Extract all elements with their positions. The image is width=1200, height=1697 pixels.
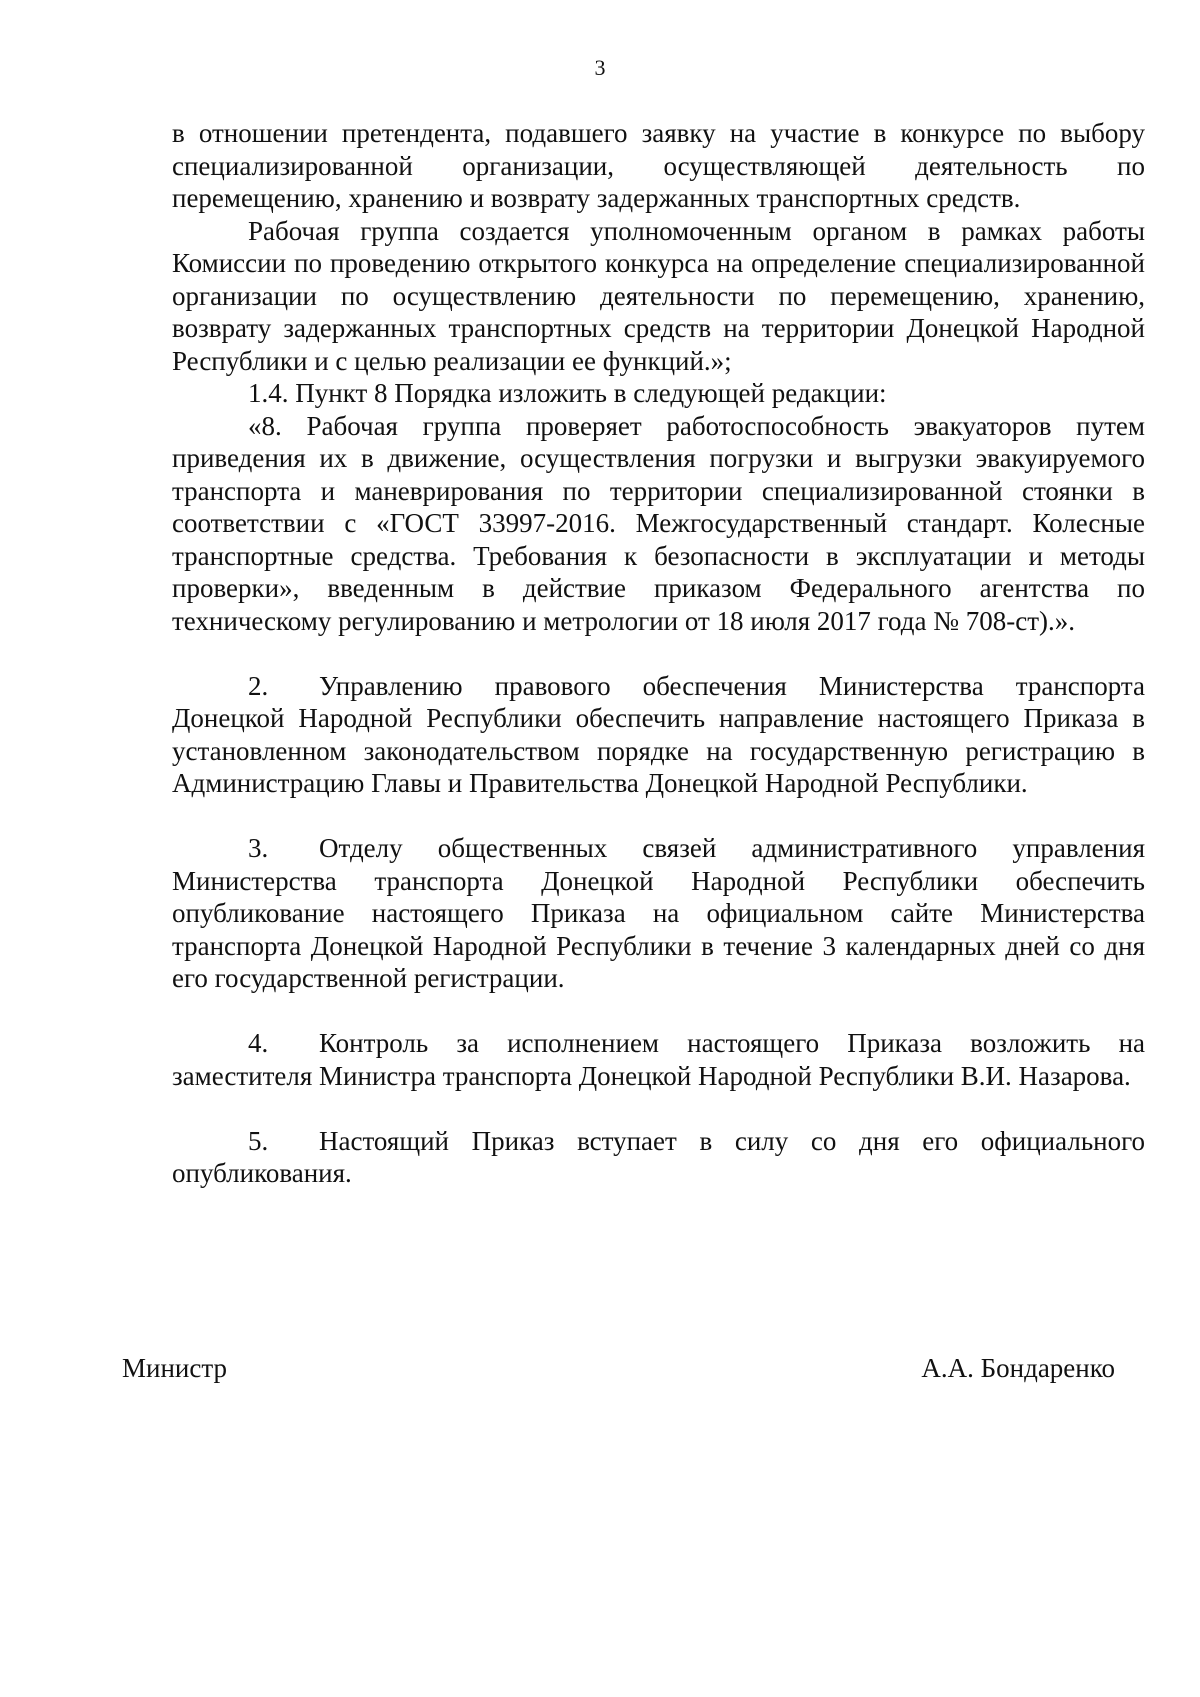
paragraph-clause-8: «8. Рабочая группа проверяет работоспособность эвакуаторов путем приведения их в движение, осуществления погрузки и выгрузки эвакуируемого транспорта и маневрирования по территории специализированной стоянки в соответствии с «ГОСТ 33997-2016. Межгосударственный стандарт. Колесные транспортные средства. Требования к безопасности в эксплуатации и методы проверки», введенным в действие приказом Федерального агентства по техническому регулированию и метрологии от 18 июля 2017 года № 708-ст).». xyxy=(172,410,1145,636)
page-number: 3 xyxy=(594,55,606,80)
item-number: 3. xyxy=(248,833,269,863)
paragraph-working-group: Рабочая группа создается уполномоченным органом в рамках работы Комиссии по проведению открытого конкурса на определение специализированной организации по осуществлению деятельности по перемещению, хранению, возврату задержанных транспортных средств на территории Донецкой Народной Республики и с целью реализации ее функций.»; xyxy=(172,215,1145,376)
item-number: 5. xyxy=(248,1125,269,1156)
paragraph-clause-1-4: 1.4. Пункт 8 Порядка изложить в следующей редакции: xyxy=(248,378,887,408)
item-text: Контроль за исполнением настоящего Приказа возложить на заместителя Министра транспорта Донецкой Народной Республики В.И. Назарова. xyxy=(172,1028,1145,1091)
list-item-2 xyxy=(172,670,1145,800)
list-item-4 xyxy=(172,1027,1145,1092)
signatory-position: Министр xyxy=(122,1353,227,1383)
signatory-name: А.А. Бондаренко xyxy=(921,1353,1115,1383)
item-text: Управлению правового обеспечения Министерства транспорта Донецкой Народной Республики обеспечить направление настоящего Приказа в установленном законодательством порядке на государственную регистрацию в Администрацию Главы и Правительства Донецкой Народной Республики. xyxy=(172,670,1145,798)
document-body xyxy=(172,117,1145,1190)
item-number: 2. xyxy=(248,670,269,701)
signature-block xyxy=(122,1352,1115,1384)
item-text: Настоящий Приказ вступает в силу со дня его официального опубликования. xyxy=(172,1125,1145,1188)
paragraph-continuation: в отношении претендента, подавшего заявку на участие в конкурсе по выбору специализированной организации, осуществляющей деятельность по перемещению, хранению и возврату задержанных транспортных средств. xyxy=(172,118,1145,213)
list-item-5 xyxy=(172,1125,1145,1190)
list-item-3 xyxy=(172,832,1145,995)
item-number: 4. xyxy=(248,1028,269,1058)
item-text: Отделу общественных связей административного управления Министерства транспорта Донецкой Народной Республики обеспечить опубликование настоящего Приказа на официальном сайте Министерства транспорта Донецкой Народной Республики в течение 3 календарных дней со дня его государственной регистрации. xyxy=(172,833,1145,993)
